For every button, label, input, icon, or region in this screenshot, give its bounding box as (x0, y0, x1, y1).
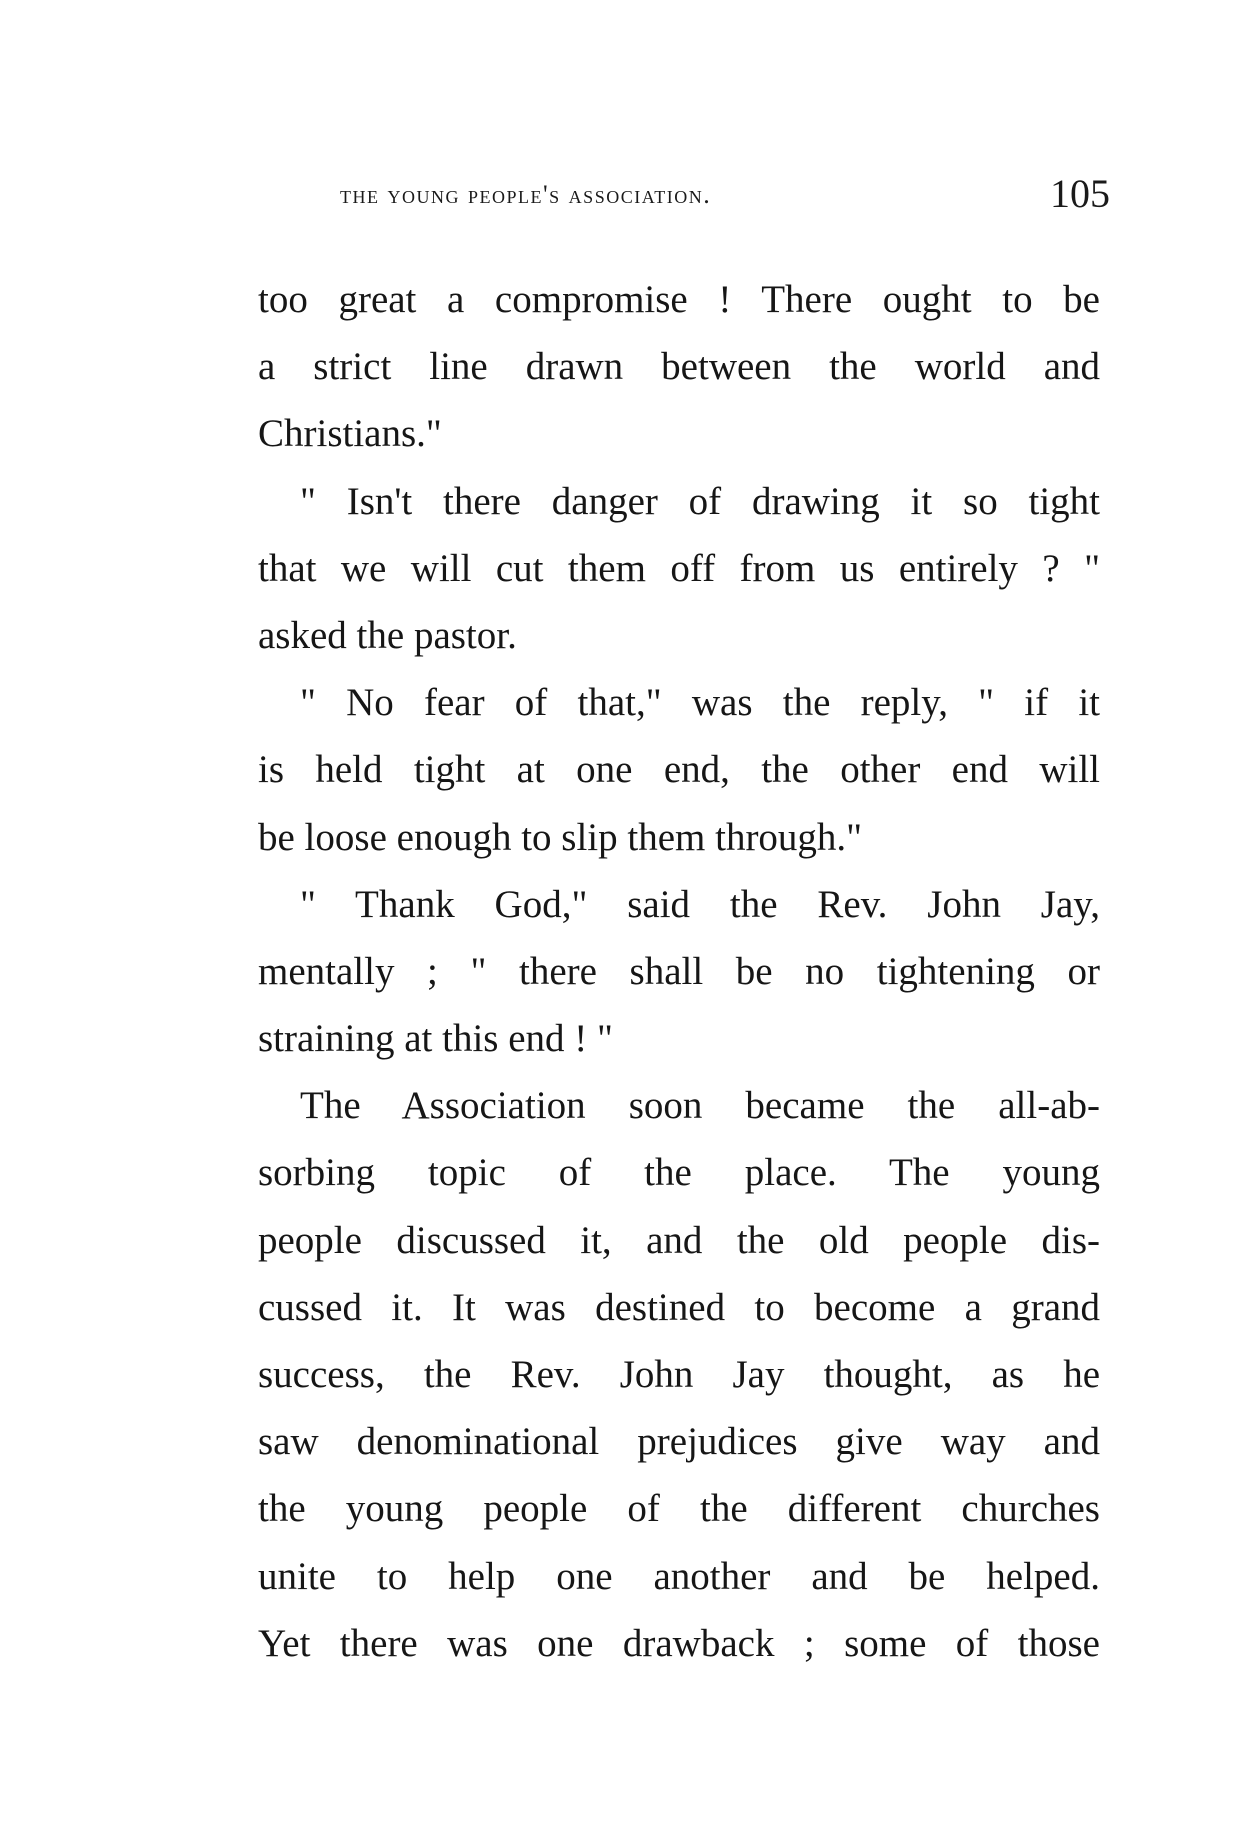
body-text (258, 266, 1100, 1677)
text-line: Yet there was one drawback ; some of those (258, 1621, 1100, 1665)
text-line: sorbing topic of the place. The young (258, 1151, 1100, 1195)
text-line: people discussed it, and the old people dis- (258, 1218, 1100, 1262)
text-line: " No fear of that," was the reply, " if it (300, 681, 1100, 725)
text-line: the young people of the different churches (258, 1487, 1100, 1531)
text-line: asked the pastor. (258, 613, 517, 657)
text-line: unite to help one another and be helped. (258, 1554, 1100, 1598)
text-line: is held tight at one end, the other end will (258, 748, 1100, 792)
text-line: saw denominational prejudices give way and (258, 1420, 1100, 1464)
text-line: be loose enough to slip them through." (258, 815, 863, 859)
text-line: cussed it. It was destined to become a grand (258, 1285, 1100, 1329)
text-line: Christians." (258, 412, 442, 456)
text-line: that we will cut them off from us entirely ? " (258, 546, 1100, 590)
text-line: too great a compromise ! There ought to be (258, 278, 1100, 321)
page-number: 105 (1050, 171, 1110, 216)
text-line: success, the Rev. John Jay thought, as he (258, 1353, 1100, 1396)
text-line: " Isn't there danger of drawing it so tight (300, 479, 1100, 523)
text-line: mentally ; " there shall be no tightening or (258, 949, 1100, 993)
text-line: " Thank God," said the Rev. John Jay, (300, 882, 1100, 926)
running-head-title: the young people's association. (340, 180, 712, 209)
text-line: a strict line drawn between the world and (258, 345, 1100, 389)
text-line: The Association soon became the all-ab- (300, 1084, 1100, 1128)
running-head (340, 170, 1110, 220)
text-line: straining at this end ! " (258, 1017, 613, 1061)
